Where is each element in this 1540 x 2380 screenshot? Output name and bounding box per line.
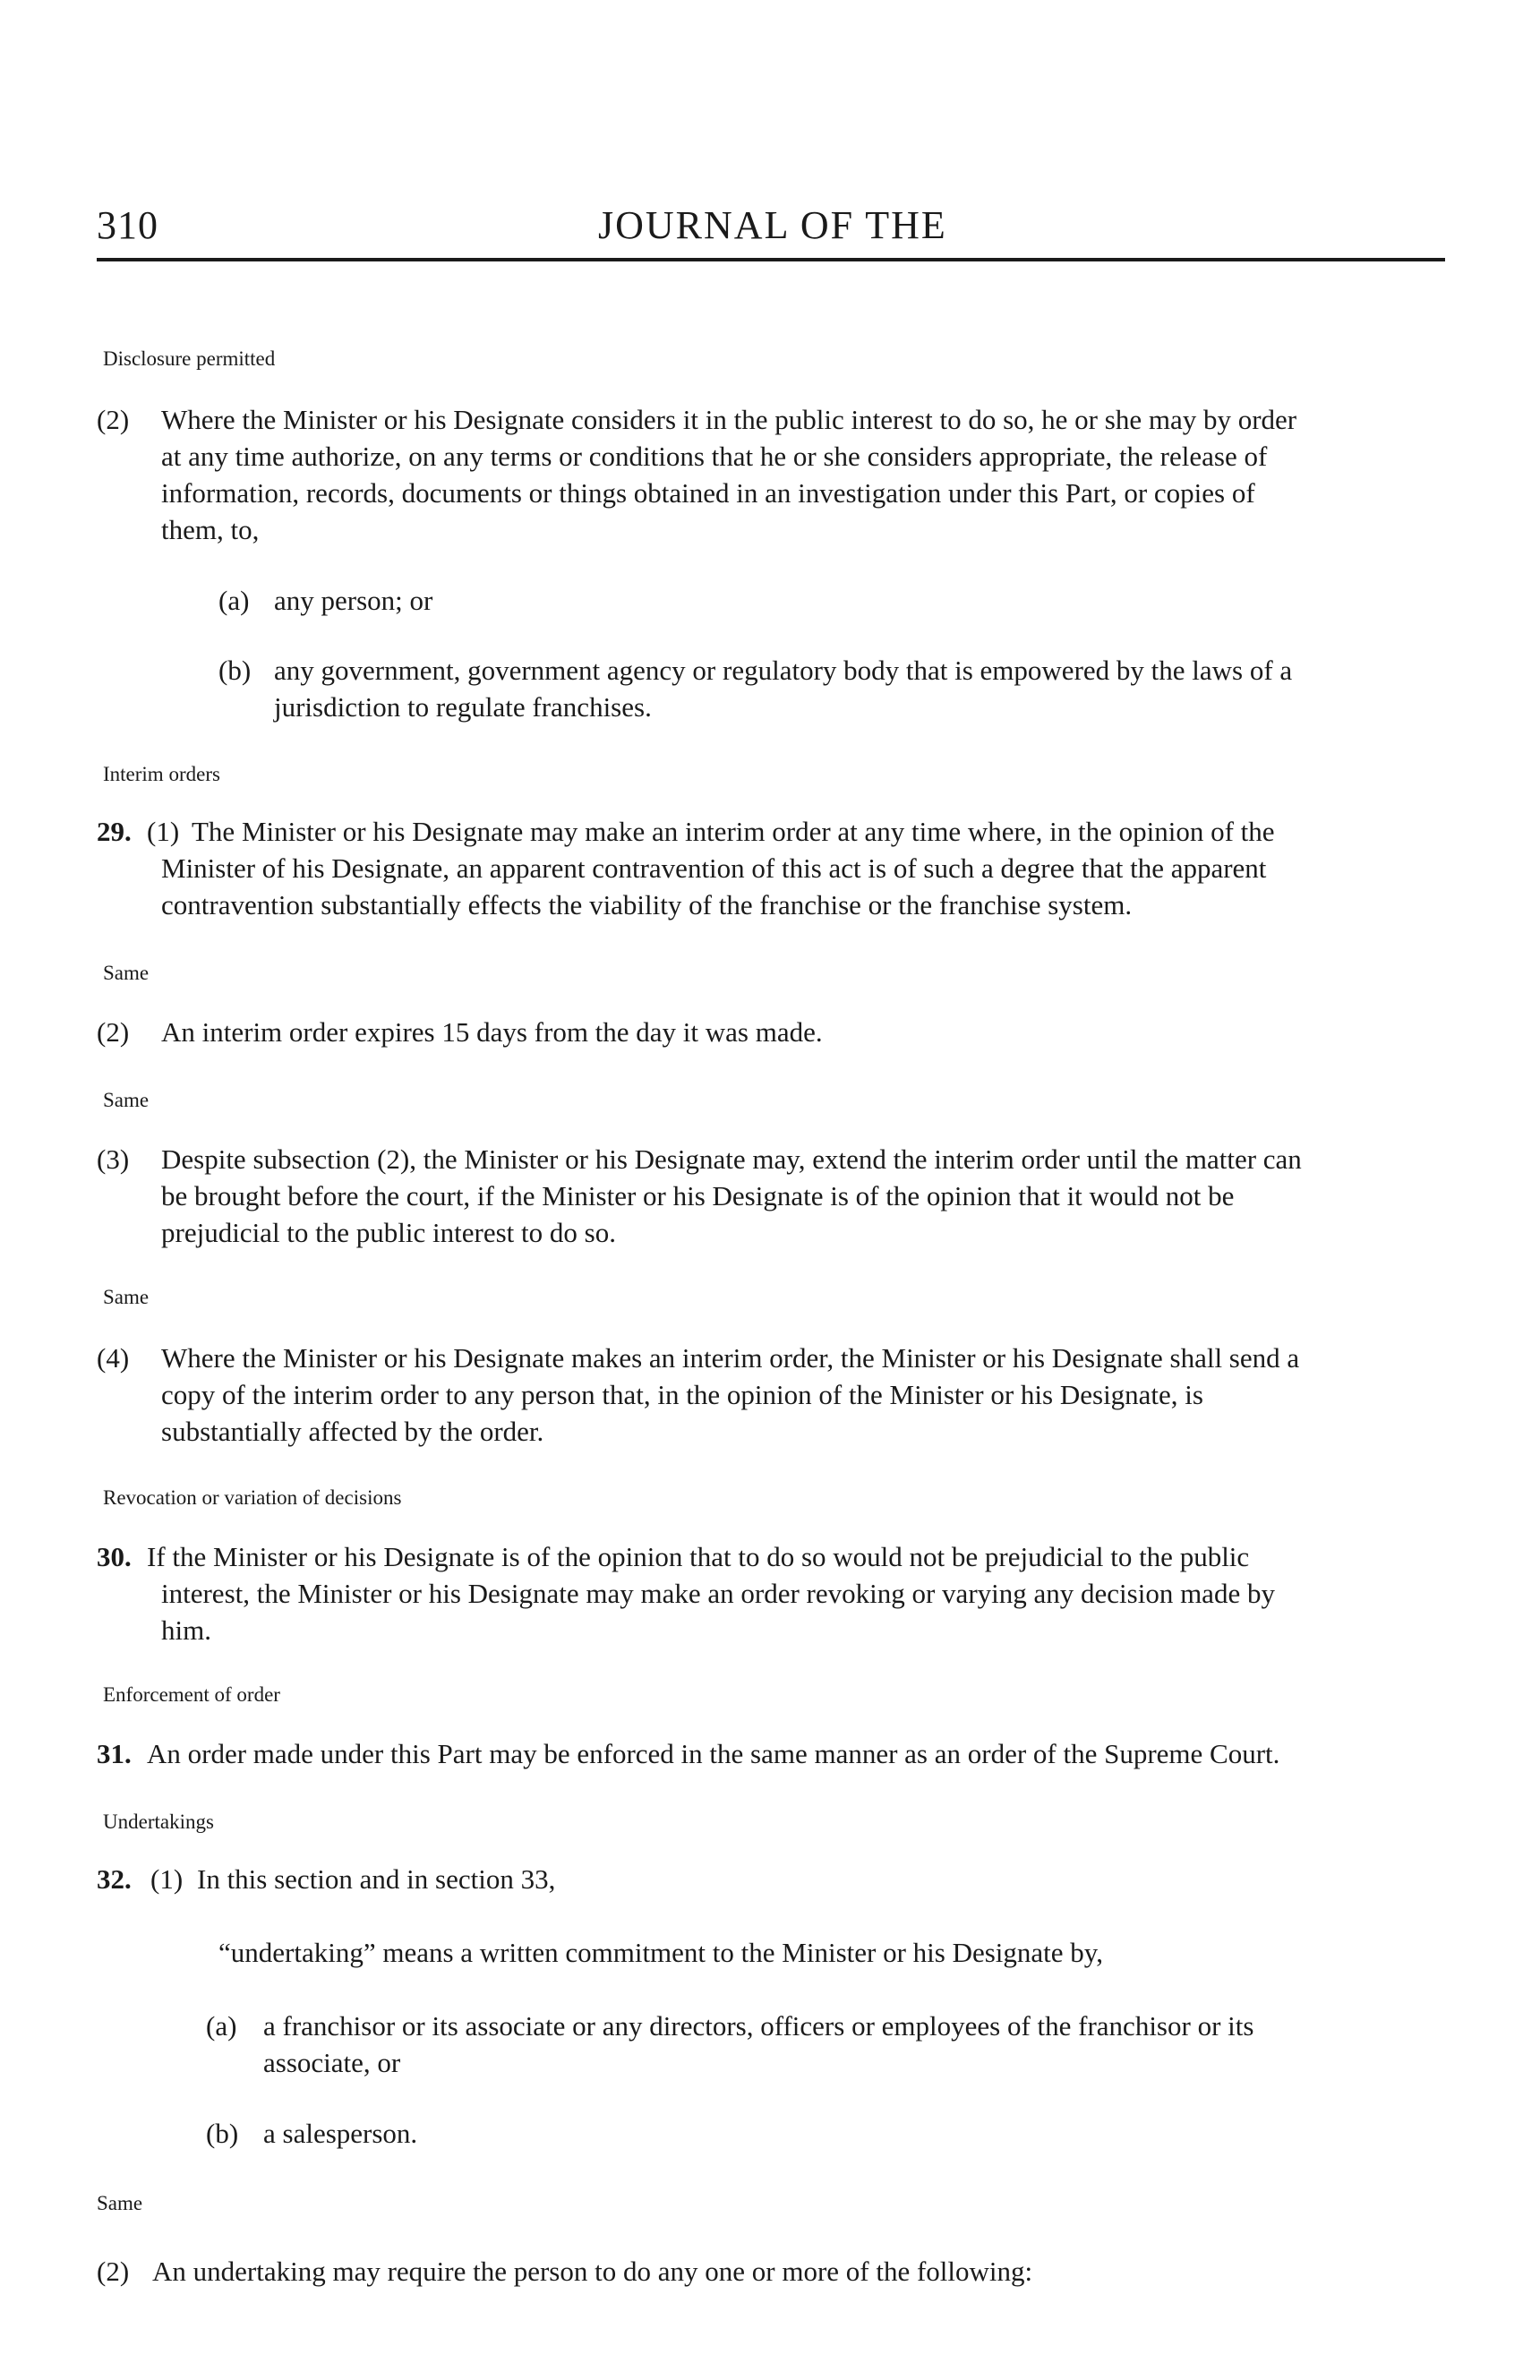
text-line: “undertaking” means a written commitment to the Minister or his Designate by, [218, 1937, 1104, 1968]
margin-note-same: Same [103, 962, 150, 984]
text-line: at any time authorize, on any terms or conditions that he or she considers appropriate, the release of [161, 441, 1268, 472]
section-text [161, 813, 1540, 923]
section-text [147, 1735, 1540, 1772]
section-text [147, 1538, 1540, 1648]
text-line: them, to, [161, 514, 260, 545]
clause-label: (b) [206, 2118, 239, 2149]
text-line: associate, or [263, 2047, 401, 2078]
text-line: The Minister or his Designate may make an interim order at any time where, in the opinion of the [192, 816, 1275, 847]
text-line: Despite subsection (2), the Minister or his Designate may, extend the interim order until the matter can [161, 1143, 1302, 1175]
text-line: In this section and in section 33, [197, 1863, 556, 1895]
clause-text [263, 2008, 1445, 2081]
subsection-number: (3) [97, 1143, 130, 1175]
margin-note-same: Same [103, 1089, 150, 1111]
page-number: 310 [97, 203, 158, 247]
text-line: information, records, documents or things obtained in an investigation under this Part, or copies of [161, 477, 1255, 509]
margin-note-disclosure: Disclosure permitted [103, 347, 276, 370]
margin-note-enforcement: Enforcement of order [103, 1683, 280, 1706]
subsection-number: (2) [97, 2256, 130, 2287]
text-line: An undertaking may require the person to do any one or more of the following: [152, 2256, 1033, 2287]
text-line: An interim order expires 15 days from the day it was made. [161, 1016, 823, 1048]
subsection-number: (1) [150, 1863, 184, 1895]
margin-note-revocation: Revocation or variation of decisions [103, 1486, 402, 1509]
clause-text [263, 2115, 1445, 2152]
clause-label: (a) [218, 585, 250, 616]
subsection-number: (1) [147, 816, 180, 847]
text-line: any person; or [274, 585, 433, 616]
text-line: him. [161, 1614, 211, 1646]
clause-label: (b) [218, 655, 252, 686]
subsection-text [161, 1340, 1540, 1450]
subsection-text [152, 2253, 1531, 2290]
text-line: any government, government agency or regulatory body that is empowered by the laws of a [274, 655, 1293, 686]
definition-text [218, 1934, 1445, 1971]
text-line: Where the Minister or his Designate makes an interim order, the Minister or his Designate shall send a [161, 1342, 1300, 1374]
text-line: An order made under this Part may be enforced in the same manner as an order of the Supreme Court. [147, 1738, 1280, 1769]
subsection-text [161, 401, 1540, 548]
journal-title: JOURNAL OF THE [598, 203, 947, 247]
margin-note-interim-orders: Interim orders [103, 763, 220, 785]
text-line: interest, the Minister or his Designate may make an order revoking or varying any decision made by [161, 1578, 1275, 1609]
clause-text [274, 652, 1474, 725]
subsection-text [161, 1014, 1540, 1050]
section-text [197, 1861, 1540, 1897]
text-line: If the Minister or his Designate is of the opinion that to do so would not be prejudicial to the public [147, 1541, 1250, 1572]
section-number: 29. [97, 816, 132, 847]
subsection-text [161, 1141, 1540, 1251]
text-line: contravention substantially effects the viability of the franchise or the franchise system. [161, 889, 1133, 920]
clause-text [274, 582, 1438, 619]
margin-note-same: Same [103, 1286, 150, 1308]
margin-note-same: Same [97, 2192, 143, 2214]
margin-note-undertakings: Undertakings [103, 1811, 214, 1833]
clause-label: (a) [206, 2010, 237, 2042]
subsection-number: (2) [97, 1016, 130, 1048]
section-number: 31. [97, 1738, 132, 1769]
text-line: a franchisor or its associate or any directors, officers or employees of the franchisor or its [263, 2010, 1254, 2042]
text-line: Where the Minister or his Designate considers it in the public interest to do so, he or she may by order [161, 404, 1297, 435]
text-line: jurisdiction to regulate franchises. [274, 691, 652, 723]
text-line: be brought before the court, if the Minister or his Designate is of the opinion that it would not be [161, 1180, 1235, 1211]
text-line: copy of the interim order to any person that, in the opinion of the Minister or his Designate, is [161, 1379, 1203, 1410]
text-line: prejudicial to the public interest to do so. [161, 1217, 616, 1248]
text-line: substantially affected by the order. [161, 1416, 544, 1447]
subsection-number: (4) [97, 1342, 130, 1374]
text-line: a salesperson. [263, 2118, 418, 2149]
subsection-number: (2) [97, 404, 130, 435]
page-header [97, 199, 1445, 261]
section-number: 30. [97, 1541, 132, 1572]
section-number: 32. [97, 1863, 132, 1895]
text-line: Minister of his Designate, an apparent contravention of this act is of such a degree that the apparent [161, 852, 1267, 884]
